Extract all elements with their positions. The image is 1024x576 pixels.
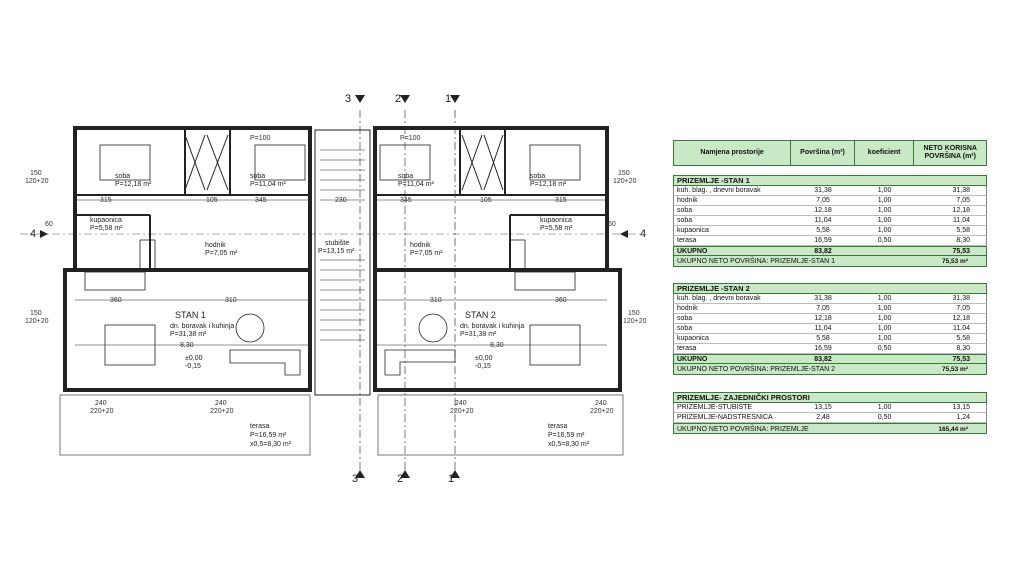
section-mark-1-top: 1: [445, 93, 452, 105]
dim-p100-a: P=100: [250, 135, 271, 142]
dim-315-a: 315: [100, 197, 112, 204]
stan2-living-area: P=31,38 m²: [460, 331, 497, 338]
section-title: PRIZEMLJE -STAN 1: [673, 175, 987, 186]
dim-360-a: 360: [110, 297, 122, 304]
dim-240-d: 240: [595, 400, 607, 407]
section-mark-3-bottom: 3: [352, 473, 359, 485]
table-row: hodnik 7,05 1,00 7,05: [673, 196, 987, 206]
stan2-level: ±0,00: [475, 355, 493, 362]
dim-p100-b: P=100: [400, 135, 421, 142]
stan1-terasa-label: terasa: [250, 423, 270, 430]
stan2-lower-walls: [375, 270, 620, 390]
dim-240-b: 240: [215, 400, 227, 407]
dim-310-b: 310: [430, 297, 442, 304]
section-stan2: [673, 283, 987, 375]
dim-150-b: 150: [30, 310, 42, 317]
table-row: kuh. blag. , dnevni boravak 31,38 1,00 31,38: [673, 186, 987, 196]
dim-12020-a: 120+20: [25, 178, 49, 185]
net-total-row: UKUPNO NETO POVRŠINA: PRIZEMLJE-STAN 1 75,53 m²: [673, 256, 987, 267]
stan1-soba-a-area: P=12,18 m²: [115, 181, 152, 188]
stan2-hodnik-label: hodnik: [410, 242, 431, 249]
stan1-name: STAN 1: [175, 310, 206, 320]
stan1-hodnik-label: hodnik: [205, 242, 226, 249]
stan2-kupaonica-area: P=5,58 m²: [540, 225, 573, 232]
section-mark-1-bottom: 1: [448, 473, 455, 485]
stan1-level2: -0,15: [185, 363, 201, 370]
stubiste-label: stubište: [325, 240, 350, 247]
section-mark-4-left: 4: [30, 228, 37, 240]
dim-150-a: 150: [30, 170, 42, 177]
stan2-level2: -0,15: [475, 363, 491, 370]
dim-150-d: 150: [628, 310, 640, 317]
table-row: terasa 16,59 0,50 8,30: [673, 344, 987, 354]
dim-60-b: 60: [608, 221, 616, 228]
section-zajednicki: [673, 392, 987, 434]
total-row: UKUPNO 83,82 75,53: [673, 246, 987, 256]
dim-12020-d: 120+20: [623, 318, 647, 325]
stan1-lower-walls: [65, 270, 310, 390]
section-mark-2-bottom: 2: [397, 473, 404, 485]
header-namjena: Namjena prostorije: [674, 141, 791, 165]
stan1-hodnik-area: P=7,05 m²: [205, 250, 238, 257]
stan1-soba-b-area: P=11,04 m²: [250, 181, 286, 188]
stan1-soba-a-label: soba: [115, 173, 131, 180]
section-stan1: [673, 175, 987, 267]
table-row: soba 12,18 1,00 12,18: [673, 206, 987, 216]
table-header: [673, 140, 987, 166]
stan2-kupaonica-label: kupaonica: [540, 217, 572, 224]
stan1-soba-b-label: soba: [250, 173, 266, 180]
total-row: UKUPNO 83,82 75,53: [673, 354, 987, 364]
table-row: kupaonica 5,58 1,00 5,58: [673, 334, 987, 344]
stan2-soba-b-label: soba: [530, 173, 546, 180]
table-row: kupaonica 5,58 1,00 5,58: [673, 226, 987, 236]
section-mark-4-right: 4: [640, 228, 647, 240]
section-title: PRIZEMLJE- ZAJEDNIČKI PROSTORI: [673, 392, 987, 403]
table-row: PRIZEMLJE-NADSTREŠNICA 2,48 0,50 1,24: [673, 413, 987, 423]
dim-105-b: 105: [480, 197, 492, 204]
table-row: kuh. blag. , dnevni boravak 31,38 1,00 31,38: [673, 294, 987, 304]
stan1-living-area: P=31,38 m²: [170, 331, 207, 338]
table-row: soba 11,04 1,00 11,04: [673, 324, 987, 334]
stan1-terasa-area: P=16,59 m²: [250, 432, 287, 439]
dim-315-b: 315: [555, 197, 567, 204]
dim-22020-a: 220+20: [90, 408, 114, 415]
dim-22020-d: 220+20: [590, 408, 614, 415]
net-total-row: UKUPNO NETO POVRŠINA: PRIZEMLJE-STAN 2 75,53 m²: [673, 364, 987, 375]
stan2-soba-b-area: P=12,18 m²: [530, 181, 567, 188]
stan2-hodnik-area: P=7,05 m²: [410, 250, 443, 257]
stan1-kupaonica-label: kupaonica: [90, 217, 122, 224]
stan2-living-label: dn. boravak i kuhinja: [460, 323, 525, 330]
dim-22020-c: 220+20: [450, 408, 474, 415]
stan2-soba-a-label: soba: [398, 173, 414, 180]
dim-310-a: 310: [225, 297, 237, 304]
dim-12020-c: 120+20: [613, 178, 637, 185]
table-row: hodnik 7,05 1,00 7,05: [673, 304, 987, 314]
header-neto: NETO KORISNA POVRŠINA (m²): [923, 145, 977, 160]
section-title: PRIZEMLJE -STAN 2: [673, 283, 987, 294]
stan2-terasa-label: terasa: [548, 423, 568, 430]
dim-240-c: 240: [455, 400, 467, 407]
stubiste-area: P=13,15 m²: [318, 248, 355, 255]
table-row: soba 12,18 1,00 12,18: [673, 314, 987, 324]
section-mark-2-top: 2: [395, 93, 402, 105]
dim-360-b: 360: [555, 297, 567, 304]
stan1-level: ±0,00: [185, 355, 203, 362]
stan2-terasa-area: P=16,59 m²: [548, 432, 585, 439]
dim-230: 230: [335, 197, 347, 204]
header-povrsina: Površina (m²): [791, 141, 855, 165]
dim-240-a: 240: [95, 400, 107, 407]
net-total-row: UKUPNO NETO POVRŠINA: PRIZEMLJE 165,44 m²: [673, 423, 987, 434]
table-row: terasa 16,59 0,50 8,30: [673, 236, 987, 246]
dim-345-a: 345: [255, 197, 267, 204]
section-mark-3-top: 3: [345, 93, 352, 105]
dim-60-a: 60: [45, 221, 53, 228]
stan1-kupaonica-area: P=5,58 m²: [90, 225, 123, 232]
stan2-soba-a-area: P=11,04 m²: [398, 181, 434, 188]
table-row: soba 11,04 1,00 11,04: [673, 216, 987, 226]
dim-12020-b: 120+20: [25, 318, 49, 325]
stan2-terasa-calc: x0,5=8,30 m²: [548, 441, 590, 448]
header-koeficient: koeficient: [855, 141, 915, 165]
stan1-living-label: dn. boravak i kuhinja: [170, 323, 235, 330]
dim-830-b: 8,30: [490, 342, 504, 349]
dim-345-b: 345: [400, 197, 412, 204]
dim-105-a: 105: [206, 197, 218, 204]
dim-830-a: 8,30: [180, 342, 194, 349]
stan2-name: STAN 2: [465, 310, 496, 320]
dim-22020-b: 220+20: [210, 408, 234, 415]
dim-150-c: 150: [618, 170, 630, 177]
table-row: PRIZEMLJE-STUBIŠTE 13,15 1,00 13,15: [673, 403, 987, 413]
stan1-terasa-calc: x0,5=8,30 m²: [250, 441, 292, 448]
